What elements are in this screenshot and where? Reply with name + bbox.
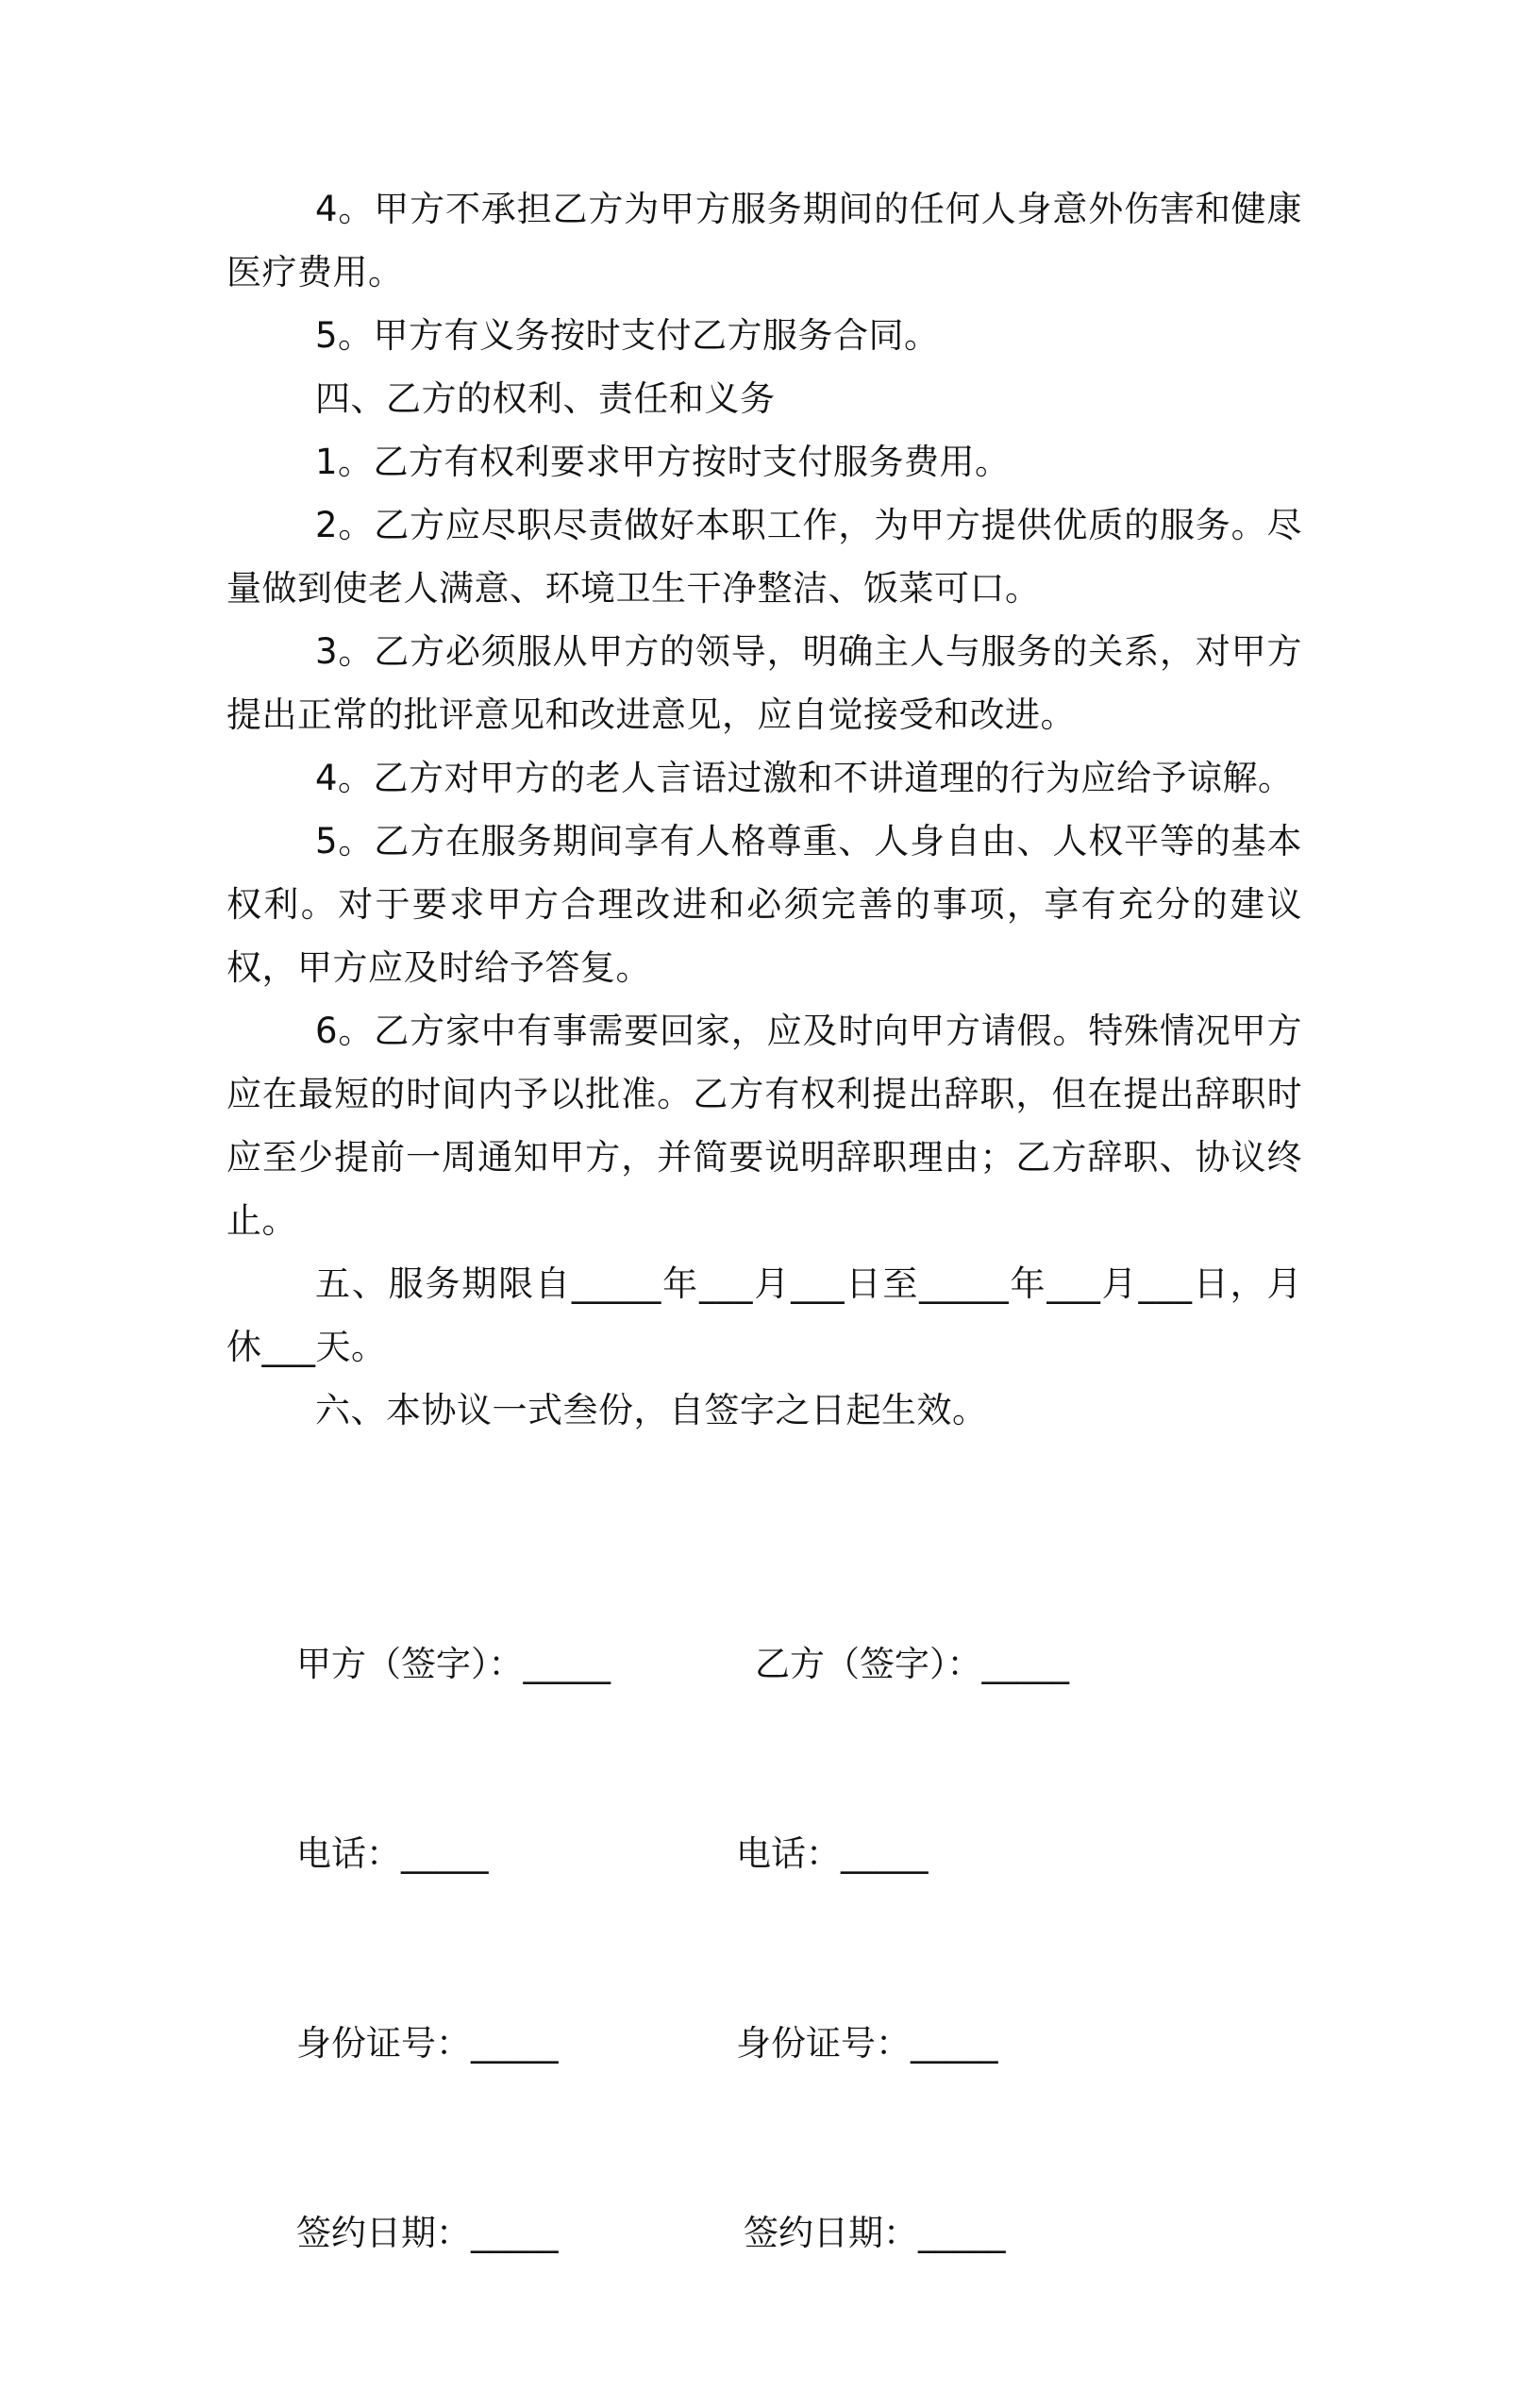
party-a-signature (296, 1506, 611, 2391)
section-6-effectiveness: 六、本协议一式叁份，自签字之日起生效。 (315, 1390, 988, 1430)
clause-3-4: 4。甲方不承担乙方为甲方服务期间的任何人身意外伤害和健康医疗费用。 (226, 189, 1302, 293)
clause-4-1: 1。乙方有权利要求甲方按时支付服务费用。 (315, 442, 1011, 482)
party-b-sign-line: 乙方（签字）：_____ (755, 1644, 1069, 1684)
clause-4-3: 3。乙方必须服从甲方的领导，明确主人与服务的关系，对甲方提出正常的批评意见和改进意见，应自觉接受和改进。 (226, 631, 1302, 735)
party-a-date-line: 签约日期：_____ (296, 2213, 559, 2253)
section-4-heading: 四、乙方的权利、责任和义务 (315, 378, 776, 419)
party-a-phone-line: 电话：_____ (296, 1833, 489, 1874)
section-5-service-period: 五、服务期限自_____年___月___日至_____年___月___日，月休___天。 (226, 1263, 1302, 1367)
clause-4-4: 4。乙方对甲方的老人言语过激和不讲道理的行为应给予谅解。 (315, 758, 1294, 798)
clause-4-5: 5。乙方在服务期间享有人格尊重、人身自由、人权平等的基本权利。对于要求甲方合理改进和必须完善的事项，享有充分的建议权，甲方应及时给予答复。 (226, 821, 1302, 988)
clause-4-2: 2。乙方应尽职尽责做好本职工作，为甲方提供优质的服务。尽量做到使老人满意、环境卫生干净整洁、饭菜可口。 (226, 505, 1302, 609)
party-a-id-line: 身份证号：_____ (296, 2023, 559, 2064)
party-a-sign-line: 甲方（签字）：_____ (296, 1644, 611, 1684)
clause-3-5: 5。甲方有义务按时支付乙方服务合同。 (315, 315, 940, 356)
party-b-date-line: 签约日期：_____ (744, 2213, 1006, 2253)
party-b-phone-line: 电话：_____ (736, 1833, 929, 1874)
party-b-id-line: 身份证号：_____ (736, 2023, 998, 2064)
contract-body (226, 177, 1302, 1442)
party-b-signature (736, 1506, 1069, 2391)
clause-4-6: 6。乙方家中有事需要回家，应及时向甲方请假。特殊情况甲方应在最短的时间内予以批准。乙方有权利提出辞职，但在提出辞职时应至少提前一周通知甲方，并简要说明辞职理由；乙方辞职、协议终止。 (226, 1011, 1302, 1241)
